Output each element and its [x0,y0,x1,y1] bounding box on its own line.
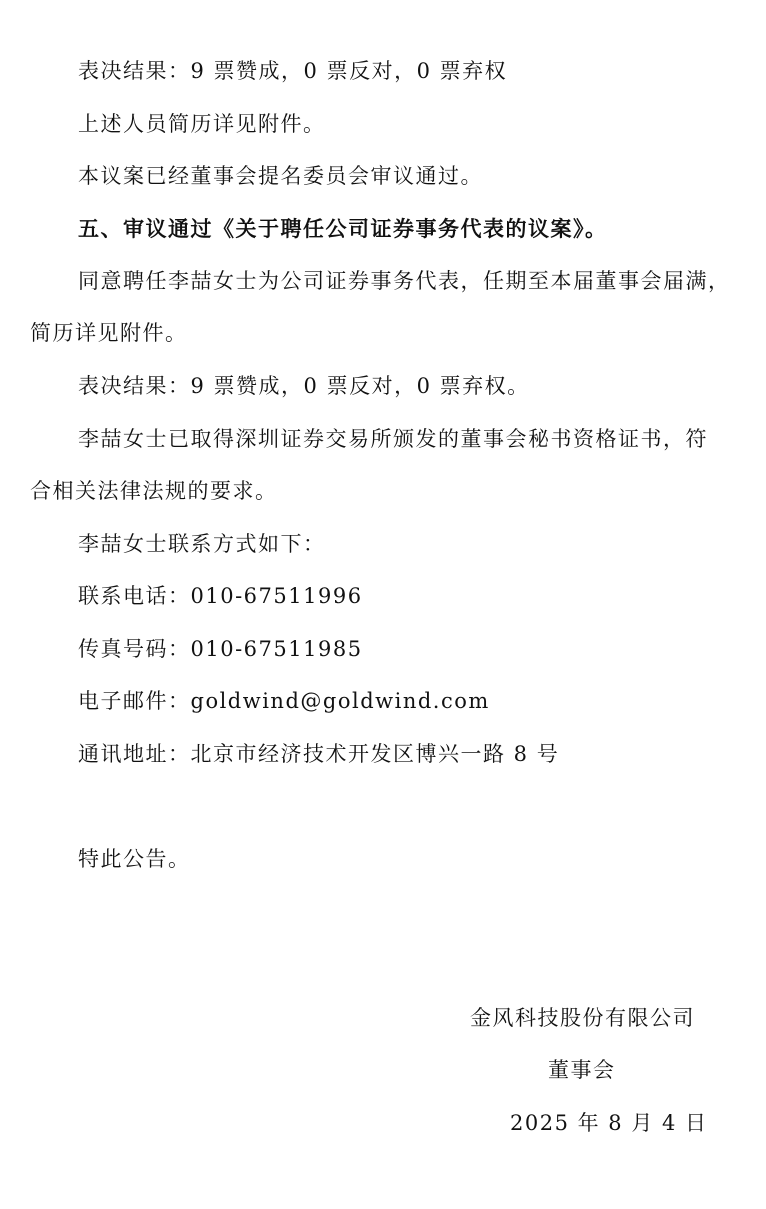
appoint-line-2: 简历详见附件。 [30,321,188,345]
cert-line-1: 李喆女士已取得深圳证券交易所颁发的董事会秘书资格证书，符 [78,427,708,451]
contact-email: 电子邮件：goldwind@goldwind.com [78,689,490,713]
committee-note: 本议案已经董事会提名委员会审议通过。 [78,164,483,188]
contact-phone: 联系电话：010-67511996 [78,584,363,608]
cert-line-2: 合相关法律法规的要求。 [30,479,278,503]
closing-statement: 特此公告。 [78,847,191,871]
section-five-heading: 五、审议通过《关于聘任公司证券事务代表的议案》。 [78,216,608,241]
resume-note: 上述人员简历详见附件。 [78,112,326,136]
company-name: 金风科技股份有限公司 [470,1006,695,1030]
contact-intro: 李喆女士联系方式如下： [78,532,326,556]
appoint-line-1: 同意聘任李喆女士为公司证券事务代表，任期至本届董事会届满， [78,269,731,293]
contact-fax: 传真号码：010-67511985 [78,637,363,661]
contact-address: 通讯地址：北京市经济技术开发区博兴一路 8 号 [78,742,560,766]
announcement-date: 2025 年 8 月 4 日 [510,1111,708,1135]
board-name: 董事会 [548,1058,616,1082]
vote-result-1: 表决结果：9 票赞成，0 票反对，0 票弃权 [78,59,508,83]
vote-result-2: 表决结果：9 票赞成，0 票反对，0 票弃权。 [78,374,530,398]
